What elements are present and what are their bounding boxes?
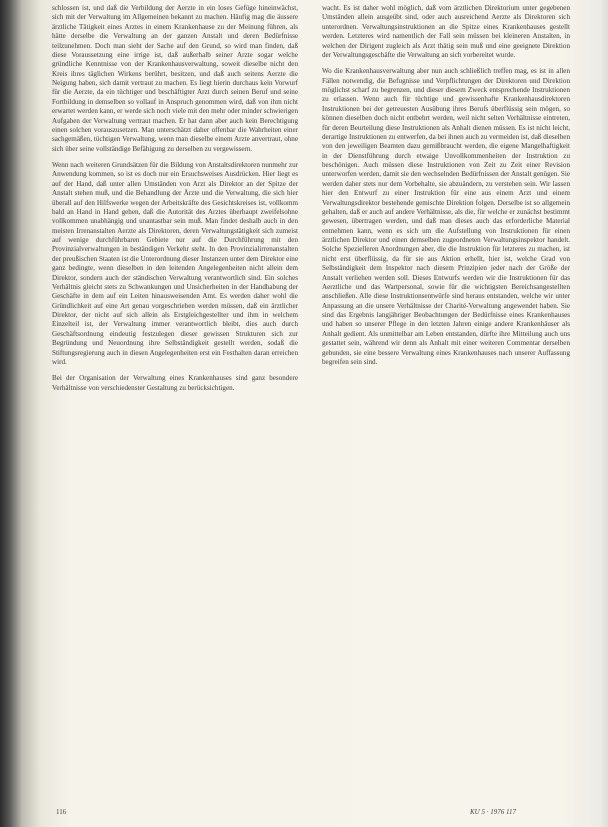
page-number-left: 116 (56, 808, 67, 816)
paragraph: Wenn nach weiteren Grundsätzen für die Bildung von Anstaltsdirektoren nunmehr zur Anwendung kommen, so ist es doch nur ein Ersuchsweises Ausdrücken. Hier liegt es auf der Hand, daß unter allen Umständen von Arzt als Direktor an der Spitze der Anstalt stehen muß, und die Behandlung der Ärzte und die Verwaltung, die sich hier überall auf den Hilfswerke wegen der Arbeitskräfte des Gesichtskreises ist, vollkomm bald an Hand in Hand gehen, daß die Autorität des Arztes überhaupt zweifelsohne vollkommen unabhängig und unantastbar sein muß. Man findet deshalb auch in den meisten Irrenanstalten Aerzte als Direktoren, deren Verwaltungstätigkeit sich zumeist auf wenige durchführbaren Gebiete nur auf die Durchführung mit den Provinzialverwaltungen in beständigen Verkehr steht. In den Provinzialirrenanstalten der preußischen Staaten ist die Unterordnung dieser Instanzen unter dem Direktor eine ganz bedingte, wenn dieselben in den leitenden Angelegenheiten nicht allein dem Direktor, sondern auch der ständischen Verwaltung verantwortlich sind. Ein solches Verhältnis gleicht stets zu Schwankungen und Unsicherheiten in der Handhabung der Geschäfte in dem auf ein Leiten hinausweisenden Amt. Es werden daher wohl die Gründlichkeit auf eine Art genau vorgeschrieben werden müssen, daß ein ärztlicher Direktor, der nicht auf sich allein als Erstgleichgestellter und ihm in welchem Einzelteil ist, der Verwaltung immer verantwortlich bleibt, dies auch durch Geschäftsordnung eindeutig festzulegen dieser gewissen Strukturen sich zur Begründung und Neuordnung ihre Selbständigkeit gestellt werden, sodaß die Stiftungsregierung auch in diesen Angelegenheiten erst ein Festhalten daran erreichen wird. (52, 161, 298, 366)
paragraph: wacht. Es ist daher wohl möglich, daß vom ärztlichen Direktorium unter gegebenen Umständen allein ausgeübt sind, oder auch ausreichend Aerzte als Direktoren sich unterordnen. Verwaltungsinstruktionen an die Spitze eines Krankenhauses gestellt werden. Letzteres wird namentlich der Fall sein müssen bei kleineren Anstalten, in welchen der Dirigent zugleich als Arzt thätig sein muß und eine geeignete Direktion der Verwaltungsgeschäfte die Verwaltung an sich vorbereitet wurde. (322, 4, 570, 59)
journal-folio-right: KU 5 · 1976 117 (470, 808, 516, 816)
paragraph: Bei der Organisation der Verwaltung eines Krankenhauses sind ganz besondere Verhältnisse von verschiedenster Gestaltung zu berücksichtigen. (52, 374, 298, 392)
paragraph: Wo die Krankenhausverwaltung aber nun auch schließlich treffen mag, es ist in allen Fällen notwendig, die Befugnisse und Verpflichtungen der Direktoren und Direktion möglichst scharf zu begrenzen, und dieser diesem Zweck entsprechende Instruktionen zu erlassen. Wenn auch für tüchtige und gewissenhafte Krankenhausdirektoren Instruktionen bei der getreuesten Ausübung ihres Berufs überflüssig sein mögen, so können dieselben doch nicht entbehrt werden, weil nicht selten Verhältnisse eintreten, für deren Beurteilung diese Instruktionen als Anhalt dienen müssen. Es ist nicht leicht, derartige Instruktionen zu entwerfen, da bei ihnen auch zu vermeiden ist, daß dieselben von den jeweiligen Beamten dazu gemißbraucht werden, die eigene Mangelhaftigkeit in der Dienstführung durch etwaige Unvollkommenheiten der Instruktion zu beschönigen. Auch müssen diese Instruktionen von Zeit zu Zeit einer Revision unterworfen werden, damit sie den wechselnden Bedürfnissen der Anstalt genügen. Sie werden daher stets nur dem Vorbehalte, sie abzuändern, zu verstehen sein. Wir lassen hier den Entwurf zu einer Instruktion für eine aus einem Arzt und einem Verwaltungsdirektor bestehende gemischte Direktion folgen. Derselbe ist so allgemein gehalten, daß er auch auf andere Verhältnisse, als die, für welche er zunächst bestimmt gewesen, übertragen werden, und daß man dieses auch das erforderliche Material entnehmen kann, wenn es sich um die Aufstellung von Instruktionen für einen ärztlichen Direktor und einen demselben zugeordneten Verwaltungsinspektor handelt. Solche Spezielleren Anordnungen aber, die die Instruktion für letzteres zu machen, ist nicht erst überflüssig, da für sie aus Aktion erhellt, hier ist, welche Grad von Selbständigkeit dem Inspektor nach diesem Prinzipien jeder nach der Größe der Anstalt verliehen werden soll. Dieses Entwurfs werden wir die Instruktionen für das Aerztliche und das Wartpersonal, sowie für die wichtigsten Bereichsangestellten anschließen. Alle diese Instruktionsentwürfe sind heraus entstanden, welche wir unter Anpassung an die unsere Verhältnisse der Charité-Verwaltung angewendet haben. Sie sind das Ergebnis langjähriger Beobachtungen der Bedürfnisse eines Krankenhauses und haben so unserer Pflege in den letzten Jahren einige andere Krankenhäuser als Anhalt gedient. Als unmittelbar am Leben entstanden, dürfte ihre Mitteilung auch uns gestattet sein, während wir denn als Anhalt mit einer weiteren Commentar derselben gebunden, sie eine bessere Verwaltung eines Krankenhauses nach unserer Auffassung begreifen sein sind. (322, 67, 570, 366)
left-text-column (52, 4, 298, 400)
paragraph: schlossen ist, und daß die Verbildung der Aerzte in ein loses Gefüge hineinwächst, sich mit der Verwaltung im Allgemeinen bekannt zu machen. Häufig mag die äussere ärztliche Tätigkeit eines Arztes in einem Krankenhause zu der Meinung führen, als hätte derselbe die Verwaltung an der ganzen Anstalt und deren Bedürfnisse teilzunehmen. Doch man sieht der Sache auf den Grund, so wird man finden, daß diese Voraussetzung eine irrige ist, daß außerhalb seiner Arzte sogar welche gründliche Kenntnisse von der Krankenhausverwaltung, soweit dieselbe nicht den Kreis ihres täglichen Wirkens berührt, besitzen, und daß auch seitens Aerzte die Neigung haben, sich damit vertraut zu machen. Es liegt hierin durchaus kein Vorwurf für die Aerzte, da ein tüchtiger und beschäftigter Arzt durch seinen Beruf und seine Fortbildung in demselben so vollauf in Anspruch genommen wird, daß von ihm nicht erwartet werden kann, er werde sich noch viele mit den mehr oder minder schwierigen Aufgaben der Verwaltung vertraut machen. Er hat dann aber auch kein Berechtigung einen solchen vorauszusetzen. Man unterschätzt daher offenbar die Wahrheiten einer sachgemäßen, tüchtigen Verwaltung, wenn man dieselbe einem Arzte anvertraut, ohne sich über seine vollständige Befähigung zu derselben zu vergewissern. (52, 4, 298, 153)
right-text-column (322, 4, 570, 374)
